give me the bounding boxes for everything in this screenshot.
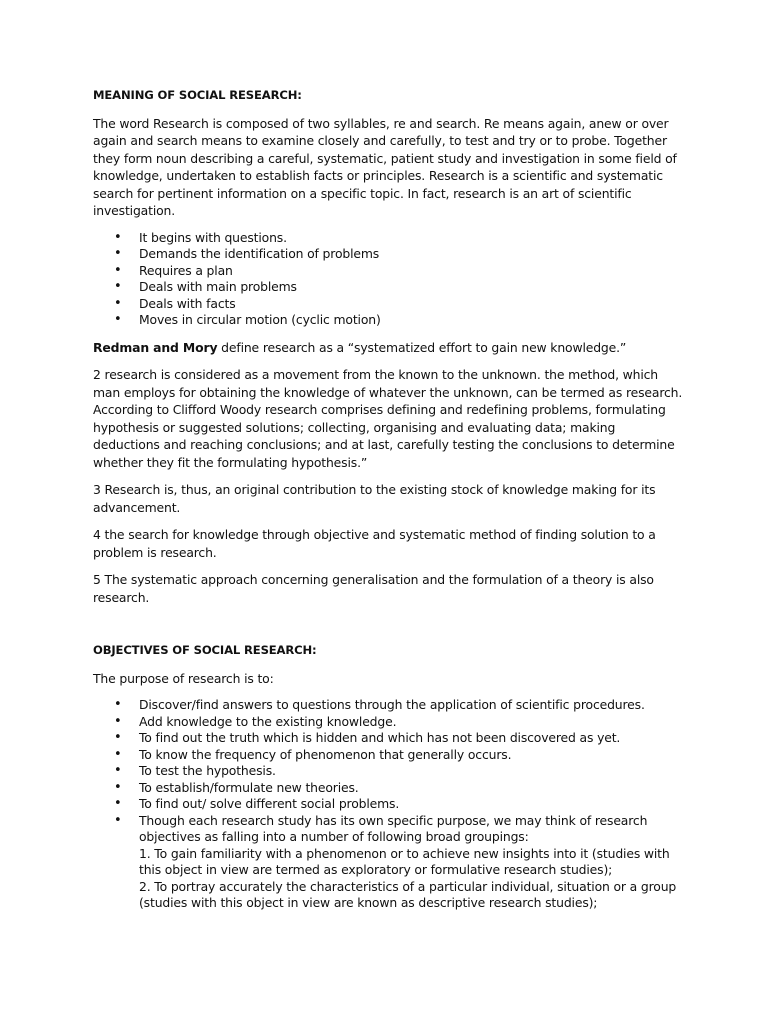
spacer bbox=[93, 616, 683, 642]
list-item: • Moves in circular motion (cyclic motion) bbox=[93, 312, 683, 329]
list-item: • To establish/formulate new theories. bbox=[93, 780, 683, 797]
definition-paragraph bbox=[93, 339, 683, 357]
list-item: • To know the frequency of phenomenon that generally occurs. bbox=[93, 747, 683, 764]
characteristics-list bbox=[93, 230, 683, 329]
list-item: • To find out the truth which is hidden and which has not been discovered as yet. bbox=[93, 730, 683, 747]
objectives-list bbox=[93, 697, 683, 912]
definition-text: define research as a “systematized effort to gain new knowledge.” bbox=[217, 339, 627, 355]
list-item: • Add knowledge to the existing knowledge. bbox=[93, 714, 683, 731]
groupings-text: Though each research study has its own specific purpose, we may think of research objectives as falling into a number of following broad groupings: bbox=[139, 812, 648, 844]
section-heading-objectives: OBJECTIVES OF SOCIAL RESEARCH: bbox=[93, 643, 317, 657]
grouping-1: 1. To gain familiarity with a phenomenon or to achieve new insights into it (studies with this object in view are termed as exploratory or formulative research studies); bbox=[139, 845, 670, 877]
paragraph-5: 5 The systematic approach concerning generalisation and the formulation of a theory is also research. bbox=[93, 572, 654, 605]
grouping-2: 2. To portray accurately the characteristics of a particular individual, situation or a group (studies with this object in view are known as descriptive research studies); bbox=[139, 878, 677, 910]
list-item-groupings bbox=[93, 813, 683, 912]
list-item: • Demands the identification of problems bbox=[93, 246, 683, 263]
list-item: • Requires a plan bbox=[93, 263, 683, 280]
objectives-intro: The purpose of research is to: bbox=[93, 670, 274, 686]
list-item: • It begins with questions. bbox=[93, 230, 683, 247]
paragraph-3: 3 Research is, thus, an original contribution to the existing stock of knowledge making for its advancement. bbox=[93, 482, 656, 515]
paragraph-2: 2 research is considered as a movement from the known to the unknown. the method, which man employs for obtaining the knowledge of whatever the unknown, can be termed as research. According to Clifford Woody research comprises defining and redefining problems, formulating hypothesis or suggested solutions; collecting, organising and evaluating data; making deductions and reaching conclusions; and at last, carefully testing the conclusions to determine whether they fit the formulating hypothesis.” bbox=[93, 367, 683, 470]
list-item: • Deals with facts bbox=[93, 296, 683, 313]
paragraph-4: 4 the search for knowledge through objective and systematic method of finding solution to a problem is research. bbox=[93, 527, 656, 560]
definition-authors: Redman and Mory bbox=[93, 339, 218, 355]
list-item: • Discover/find answers to questions through the application of scientific procedures. bbox=[93, 697, 683, 714]
document-page bbox=[93, 87, 683, 922]
section-heading-meaning: MEANING OF SOCIAL RESEARCH: bbox=[93, 88, 302, 102]
intro-paragraph: The word Research is composed of two syllables, re and search. Re means again, anew or over again and search means to examine closely and carefully, to test and try or to probe. Together they form noun describing a careful, systematic, patient study and investigation in some field of knowledge, undertaken to establish facts or principles. Research is a scientific and systematic search for pertinent information on a specific topic. In fact, research is an art of scientific investigation. bbox=[93, 115, 677, 218]
list-item: • To test the hypothesis. bbox=[93, 763, 683, 780]
list-item: • Deals with main problems bbox=[93, 279, 683, 296]
list-item: • To find out/ solve different social problems. bbox=[93, 796, 683, 813]
